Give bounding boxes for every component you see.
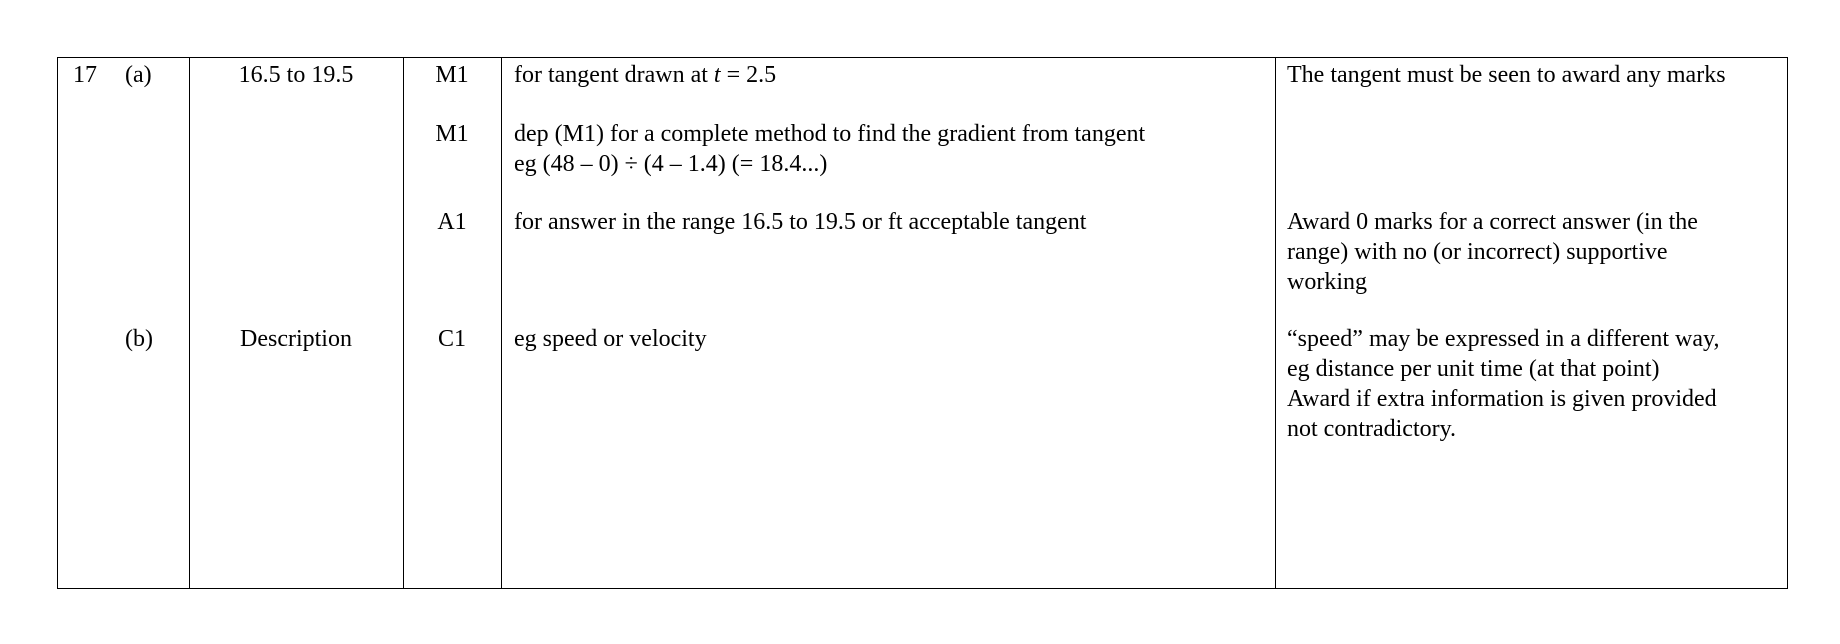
mark-code: M1 [435, 62, 469, 88]
guidance-note: range) with no (or incorrect) supportive [1287, 239, 1668, 265]
mark-note-text: for tangent drawn at [514, 62, 714, 88]
mark-code: M1 [435, 121, 469, 147]
part-label-a: (a) [125, 62, 152, 88]
question-number: 17 [73, 62, 97, 88]
mark-code: A1 [437, 209, 467, 235]
mark-note: dep (M1) for a complete method to find the gradient from tangent [514, 121, 1146, 147]
column-divider [1275, 58, 1276, 588]
part-label-b: (b) [125, 326, 153, 352]
guidance-note: eg distance per unit time (at that point) [1287, 356, 1660, 382]
mark-note [514, 60, 776, 90]
mark-note: eg speed or velocity [514, 326, 707, 352]
mark-note: eg (48 – 0) ÷ (4 – 1.4) (= 18.4...) [514, 151, 828, 177]
guidance-note: Award 0 marks for a correct answer (in the [1287, 209, 1698, 235]
guidance-note: “speed” may be expressed in a different way, [1287, 326, 1720, 352]
guidance-note: not contradictory. [1287, 416, 1457, 442]
mark-code: C1 [437, 326, 466, 352]
guidance-note: Award if extra information is given provided [1287, 386, 1717, 412]
answer-b: Description [240, 326, 352, 352]
column-divider [189, 58, 190, 588]
column-divider [501, 58, 502, 588]
guidance-note: The tangent must be seen to award any marks [1287, 62, 1726, 88]
answer-a: 16.5 to 19.5 [238, 62, 354, 88]
guidance-note: working [1287, 269, 1367, 295]
variable-t: t [713, 62, 721, 88]
mark-note: for answer in the range 16.5 to 19.5 or ft acceptable tangent [514, 209, 1087, 235]
mark-note-text: = 2.5 [720, 62, 777, 88]
mark-scheme-table [57, 57, 1788, 589]
